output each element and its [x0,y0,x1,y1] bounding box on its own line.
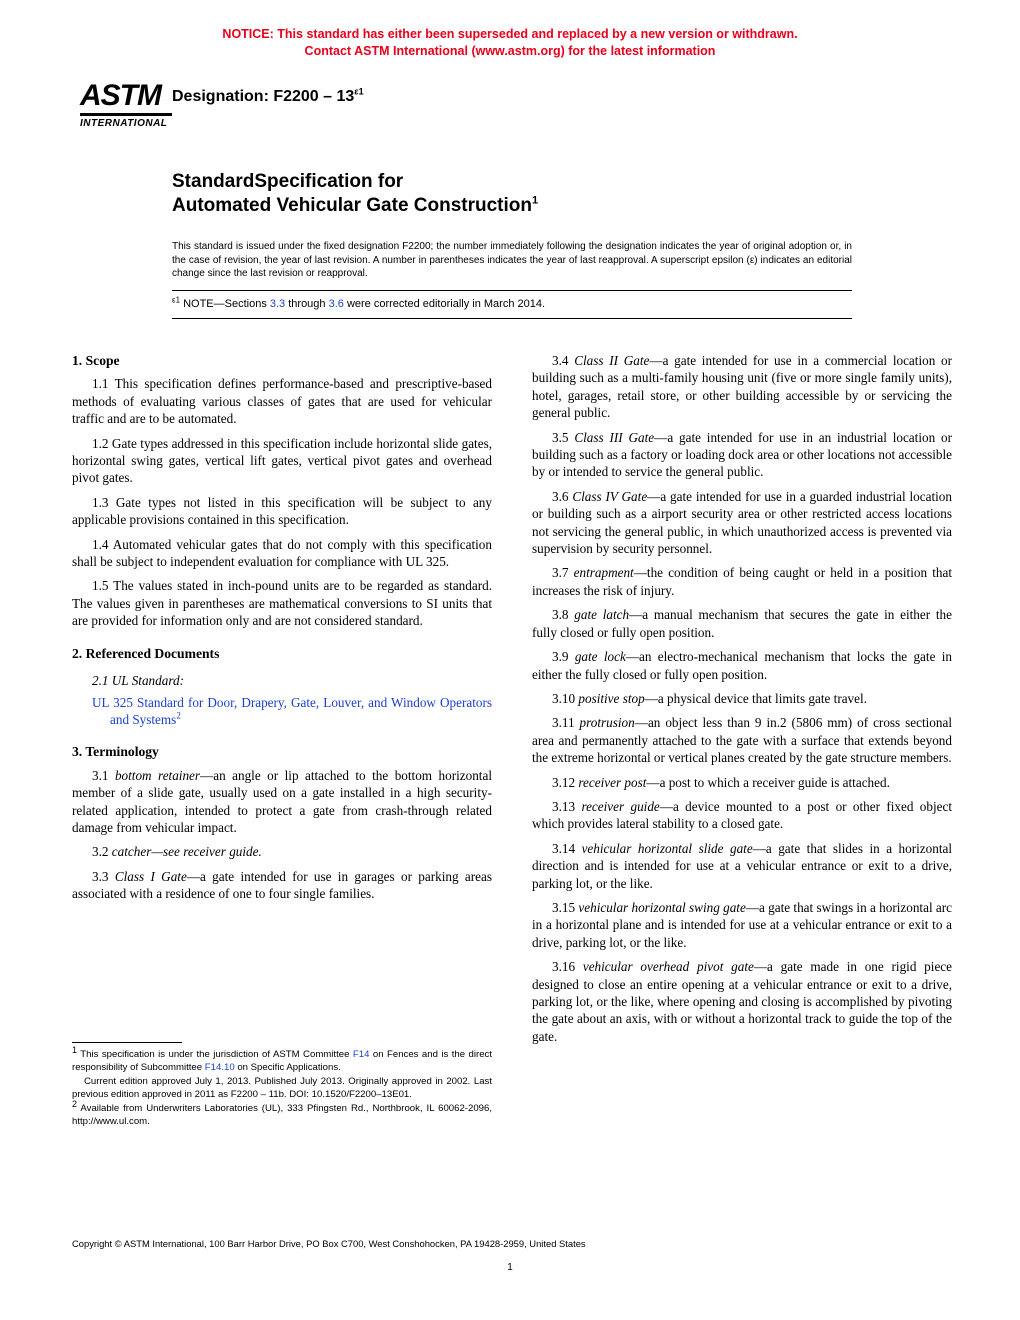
term-number-3-12: 3.12 [552,774,579,790]
paragraph-1-5: 1.5 The values stated in inch-pound units are to be regarded as standard. The values given in parentheses are mathematical conversions to SI units that are provided for information only and are not considered standard. [72,578,492,629]
reference-link-ul325[interactable] [72,694,492,729]
term-number-3-7: 3.7 [552,565,574,581]
astm-logo-subtext: INTERNATIONAL [80,118,168,129]
term-number-3-2: 3.2 [92,844,112,860]
term-def-3-6: —a gate intended for use in a guarded industrial location or building such as a airport security area or other restricted access locations not servicing the general public, in which unauthorized access is prevented via supervision by security personnel. [532,488,952,557]
epsilon-note [172,294,852,310]
epsilon-link-3-3[interactable]: 3.3 [269,297,286,310]
header-divider-2 [172,318,852,319]
term-3-9 [532,648,952,683]
term-def-3-13: —a device mounted to a post or other fixed object which provides lateral stability to a closed gate. [532,798,952,832]
footnote-1-marker: 1 [72,1044,78,1055]
footnote-divider [72,1042,182,1043]
term-def-3-3: —a gate intended for use in garages or parking areas associated with a residence of one to four single families. [72,868,492,902]
section-heading-referenced-documents: 2. Referenced Documents [72,645,220,661]
term-number-3-5: 3.5 [552,429,575,445]
footnotes [72,1042,492,1131]
term-number-3-15: 3.15 [552,899,579,915]
reference-footnote-marker: 2 [176,710,181,721]
term-word-3-11: protrusion [579,715,635,731]
epsilon-marker: ε1 [172,294,181,304]
section-heading-scope: 1. Scope [72,353,120,368]
term-word-3-3: Class I Gate [114,868,187,884]
term-number-3-8: 3.8 [552,607,575,623]
term-3-2 [72,843,492,860]
term-def-3-9: —an electro-mechanical mechanism that locks the gate in either the fully closed or fully open position. [532,649,953,682]
term-word-3-13: receiver guide [581,798,660,814]
term-3-12 [532,774,952,791]
term-word-3-16: vehicular overhead pivot gate [582,959,754,975]
footnote-1-edition: Current edition approved July 1, 2013. Published July 2013. Originally approved in 2002. Last previous edition approved in 2011 as F2200 – 11b. DOI: 10.1520/F2200–13E01. [72,1076,492,1100]
term-number-3-6: 3.6 [552,488,573,504]
term-word-3-14: vehicular horizontal slide gate [581,840,753,856]
term-number-3-3: 3.3 [92,868,115,884]
footnote-2-marker: 2 [72,1099,78,1110]
term-word-3-12: receiver post [578,774,647,790]
reference-title[interactable]: Standard for Door, Drapery, Gate, Louver, and Window Operators and Systems [110,694,492,727]
notice-line-2: Contact ASTM International (www.astm.org) for the latest information [304,44,716,58]
term-3-8 [532,606,952,641]
term-3-6 [532,488,952,558]
section-heading-terminology: 3. Terminology [72,744,159,760]
footnote-1-text-b: on Fences and is the direct responsibility of Subcommittee [72,1049,492,1073]
term-3-1 [72,767,492,837]
epsilon-link-3-6[interactable]: 3.6 [328,297,344,310]
paragraph-1-2: 1.2 Gate types addressed in this specification include horizontal slide gates, horizontal swing gates, vertical lift gates, vertical pivot gates and overhead pivot gates. [72,435,492,486]
term-3-3 [72,868,492,903]
epsilon-text-after: were corrected editorially in March 2014. [343,297,546,310]
term-word-3-8: gate latch [574,607,630,623]
term-word-3-2: catcher [111,844,152,860]
withdrawn-notice [0,26,1020,60]
term-def-3-10: —a physical device that limits gate travel. [644,690,867,706]
term-3-11 [532,714,952,766]
title-line-1: StandardSpecification for [172,171,404,192]
issued-under-note: This standard is issued under the fixed designation F2200; the number immediately following the designation indicates the year of original adoption or, in the case of revision, the year of last revision. A number in parentheses indicates the year of last reapproval. A superscript epsilon (ε) indicates an editorial change since the last revision or reapproval. [172,241,852,279]
designation-label: Designation: F2200 – 13 [172,88,355,105]
term-def-3-1: —an angle or lip attached to the bottom horizontal member of a slide gate, usually used on a gate installed in a high security-related application, intended to protect a gate from crash-through related damage from vehicular impact. [72,767,492,835]
term-def-3-14: —a gate that slides in a horizontal direction and is intended for use at a vehicular entrance or exit to a drive, parking lot, or the like. [532,840,953,891]
term-def-3-11: —an object less than 9 in.2 (5806 mm) of cross sectional area and permanently attached to the gate with a surface that extends beyond the extreme horizontal or vertical planes created by the gate structure members. [532,715,952,766]
term-def-3-8: —a manual mechanism that secures the gate in either the fully closed or fully open position. [532,607,953,640]
term-3-5 [532,429,952,481]
term-3-13 [532,798,952,833]
term-word-3-7: entrapment [573,565,634,581]
term-number-3-10: 3.10 [552,690,579,706]
term-def-3-5: —a gate intended for use in an industrial location or building such as a factory or loading dock area or other locations not accessible by or intended to service the general public. [532,429,952,480]
term-def-3-4: —a gate intended for use in a commercial location or building such as a multi-family housing unit (five or more single family units), hotel, garages, retail store, or other building accessible by or servicing the general public. [532,353,952,421]
title-line-2: Automated Vehicular Gate Construction [172,195,532,216]
body-columns [72,352,952,1052]
term-number-3-9: 3.9 [552,649,575,665]
term-number-3-16: 3.16 [552,959,583,975]
designation [172,88,364,106]
column-right [532,352,952,1052]
astm-logo-rule [80,113,172,116]
header-divider-1 [172,290,852,291]
title-line-2-wrap [172,194,852,218]
term-3-7 [532,564,952,599]
footnote-2-text: Available from Underwriters Laboratories (UL), 333 Pfingsten Rd., Northbrook, IL 60062-2096, http://www.ul.com. [72,1103,492,1127]
footnote-2 [72,1099,492,1128]
term-def-3-16: —a gate made in one rigid piece designed to close an entire opening at a vehicular entrance or exit to a drive, parking lot, or the like, where opening and closing is accomplished by pivoting the gate about an axis, with or without a horizontal track to guide the top of the gate. [532,959,953,1044]
epsilon-text-mid: through [285,297,329,310]
term-word-3-4: Class II Gate [574,353,650,368]
term-word-3-1: bottom retainer [114,767,201,783]
term-3-14 [532,840,952,892]
term-number-3-11: 3.11 [552,715,580,731]
term-def-3-2: —see receiver guide. [151,844,262,860]
page-number: 1 [507,1262,513,1273]
astm-logo-wordmark: ASTM [80,79,161,112]
term-word-3-15: vehicular horizontal swing gate [578,899,746,915]
subsection-2-1-ul-standard: 2.1 UL Standard: [92,673,184,689]
term-3-10 [532,690,952,707]
term-3-16 [532,958,952,1045]
term-def-3-15: —a gate that swings in a horizontal arc in a horizontal plane and is intended for use at a vehicular entrance or exit to a drive, parking lot, or the like. [532,899,953,950]
paragraph-1-1: 1.1 This specification defines performance-based and prescriptive-based methods of evaluating various classes of gates that are used for vehicular traffic and are to be automated. [72,376,492,427]
notice-line-1: NOTICE: This standard has either been superseded and replaced by a new version or withdrawn. [222,27,798,41]
term-number-3-13: 3.13 [552,798,582,814]
designation-superscript: ε1 [354,86,364,97]
astm-logo [80,80,172,142]
term-number-3-14: 3.14 [552,840,582,856]
footnote-link-f14[interactable]: F14 [352,1049,370,1060]
footnote-1-text-c: on Specific Applications. [234,1061,341,1073]
term-word-3-6: Class IV Gate [572,488,648,504]
footnote-1 [72,1044,492,1074]
paragraph-1-3: 1.3 Gate types not listed in this specification will be subject to any applicable provisions contained in this specification. [72,494,492,528]
copyright-line: Copyright © ASTM International, 100 Barr Harbor Drive, PO Box C700, West Conshohocken, PA 19428-2959, United States [72,1238,586,1249]
term-number-3-4: 3.4 [552,353,575,368]
footnote-link-f14-10[interactable]: F14.10 [204,1061,235,1073]
term-word-3-9: gate lock [574,649,626,665]
paragraph-1-4: 1.4 Automated vehicular gates that do not comply with this specification shall be subject to independent evaluation for compliance with UL 325. [72,536,492,570]
epsilon-text-before: NOTE—Sections [180,297,270,310]
term-def-3-12: —a post to which a receiver guide is attached. [646,774,890,790]
term-def-3-7: —the condition of being caught or held in a position that increases the risk of injury. [532,565,953,598]
term-3-4 [532,352,952,422]
term-word-3-10: positive stop [578,690,645,706]
document-header [72,78,952,158]
footnote-1-text-a: This specification is under the jurisdiction of ASTM Committee [77,1049,353,1060]
title-footnote-marker: 1 [532,194,539,207]
term-word-3-5: Class III Gate [574,429,655,445]
term-3-15 [532,899,952,951]
column-left [72,352,492,910]
reference-code[interactable]: UL 325 [92,694,133,710]
title-block [172,170,852,319]
page-title [172,170,852,218]
term-number-3-1: 3.1 [92,767,115,783]
